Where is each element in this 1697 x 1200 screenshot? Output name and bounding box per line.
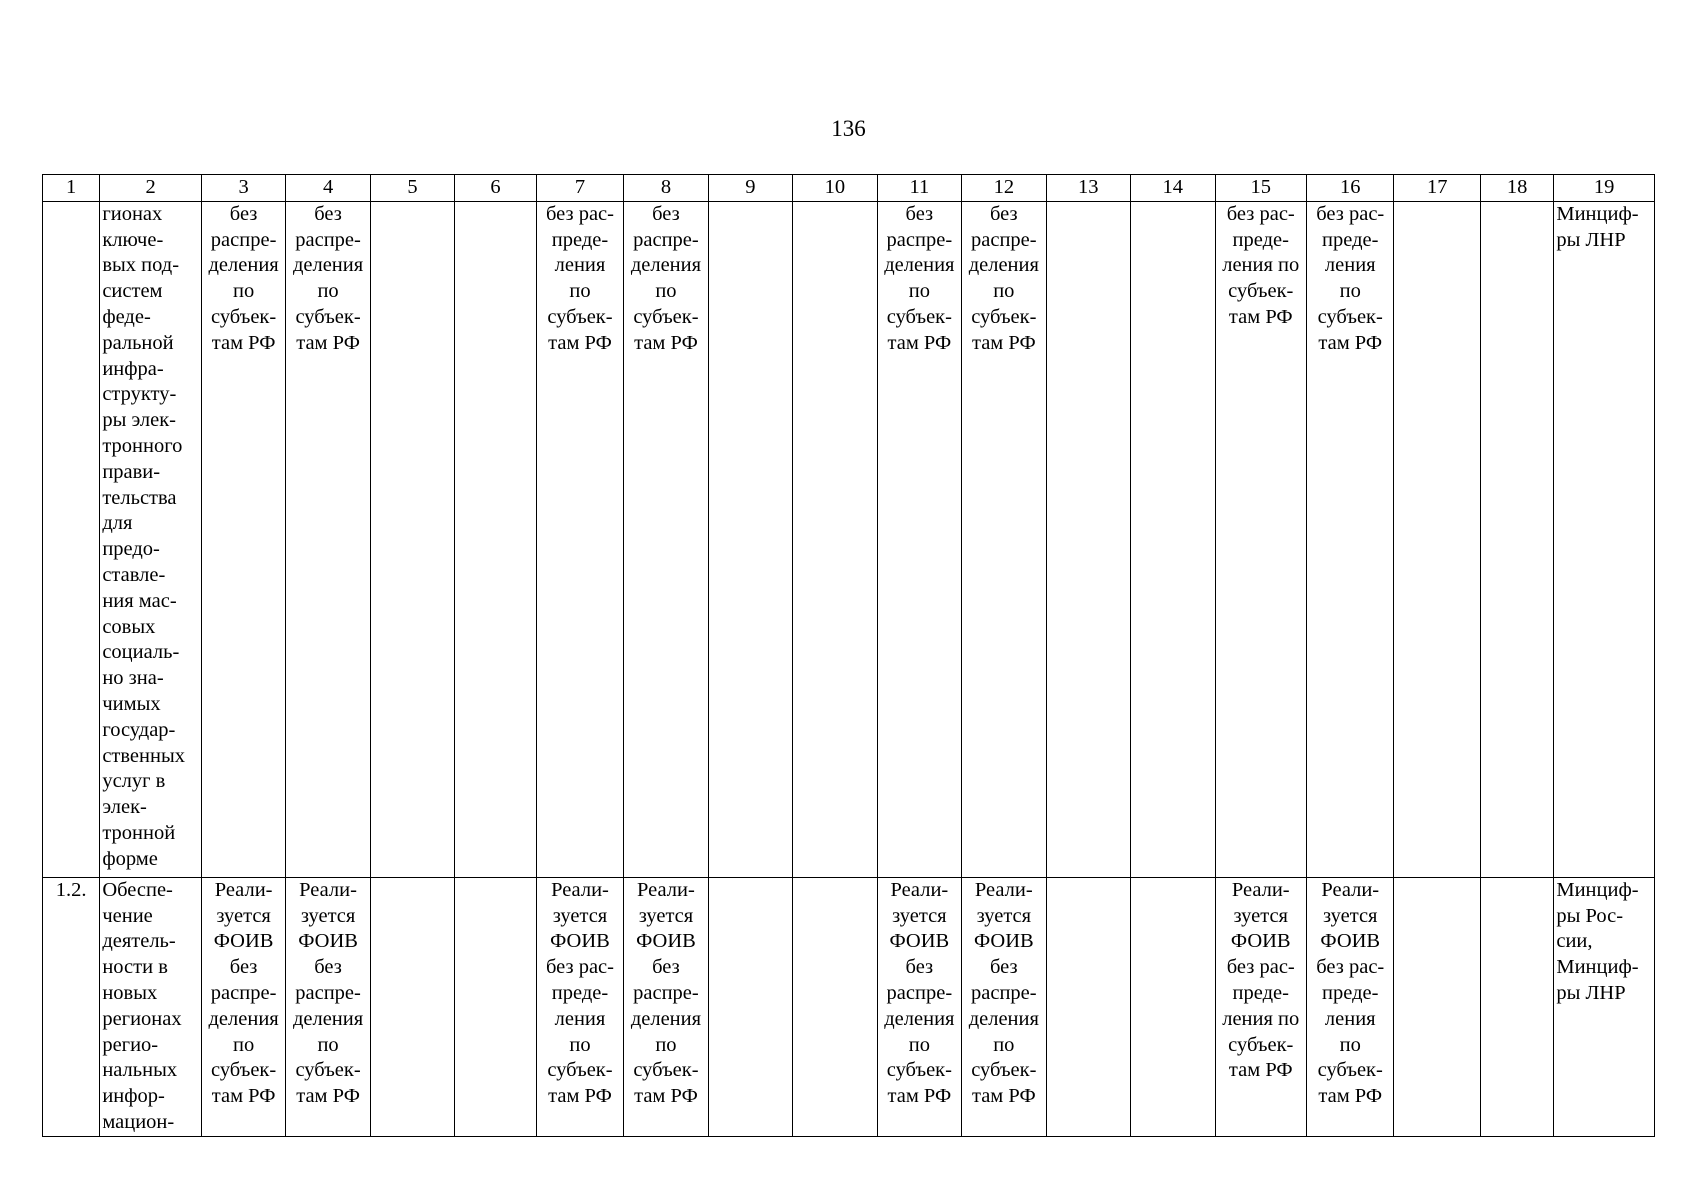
column-header-10: 10 (793, 175, 877, 202)
table-cell: Реали- зуется ФОИВ без распре- деления по субъек- там РФ (201, 877, 285, 1136)
column-header-2: 2 (100, 175, 202, 202)
table-cell-description: Обеспе- чение деятель- ности в новых регионах регио- нальных инфор- мацион- (100, 877, 202, 1136)
table-cell (708, 877, 792, 1136)
column-header-17: 17 (1394, 175, 1480, 202)
table-cell: без распре- деления по субъек- там РФ (201, 201, 285, 877)
column-number-row (43, 175, 1655, 202)
table-cell (793, 201, 877, 877)
table-cell: без рас- преде- ления по субъек- там РФ (1215, 201, 1307, 877)
table-cell: без распре- деления по субъек- там РФ (624, 201, 708, 877)
column-header-3: 3 (201, 175, 285, 202)
table-row (43, 877, 1655, 1136)
table-cell (1394, 877, 1480, 1136)
column-header-14: 14 (1131, 175, 1215, 202)
column-header-15: 15 (1215, 175, 1307, 202)
column-header-7: 7 (536, 175, 623, 202)
table-cell (708, 201, 792, 877)
table-cell-responsible: Минциф- ры Рос- сии, Минциф- ры ЛНР (1554, 877, 1655, 1136)
table-cell (370, 877, 454, 1136)
column-header-19: 19 (1554, 175, 1655, 202)
table-cell (1394, 201, 1480, 877)
table-cell-responsible: Минциф- ры ЛНР (1554, 201, 1655, 877)
table-cell: Реали- зуется ФОИВ без распре- деления по субъек- там РФ (877, 877, 961, 1136)
column-header-11: 11 (877, 175, 961, 202)
table-cell (1480, 201, 1553, 877)
page-number: 136 (831, 116, 866, 141)
table-cell (370, 201, 454, 877)
column-header-6: 6 (455, 175, 536, 202)
table-cell: Реали- зуется ФОИВ без распре- деления по субъек- там РФ (624, 877, 708, 1136)
table-cell: Реали- зуется ФОИВ без рас- преде- ления по субъек- там РФ (536, 877, 623, 1136)
table-cell (455, 877, 536, 1136)
table-cell (1046, 877, 1130, 1136)
table-cell: Реали- зуется ФОИВ без распре- деления по субъек- там РФ (286, 877, 370, 1136)
table-cell: без распре- деления по субъек- там РФ (877, 201, 961, 877)
table-cell: без распре- деления по субъек- там РФ (962, 201, 1046, 877)
table-cell (455, 201, 536, 877)
table-cell-number (43, 201, 100, 877)
table-cell: Реали- зуется ФОИВ без распре- деления по субъек- там РФ (962, 877, 1046, 1136)
column-header-1: 1 (43, 175, 100, 202)
table-cell: Реали- зуется ФОИВ без рас- преде- ления по субъек- там РФ (1307, 877, 1394, 1136)
column-header-4: 4 (286, 175, 370, 202)
table-cell: без рас- преде- ления по субъек- там РФ (536, 201, 623, 877)
column-header-12: 12 (962, 175, 1046, 202)
table-row (43, 201, 1655, 877)
table-cell (1131, 877, 1215, 1136)
table-cell (793, 877, 877, 1136)
column-header-18: 18 (1480, 175, 1553, 202)
table-cell (1480, 877, 1553, 1136)
table-cell-number: 1.2. (43, 877, 100, 1136)
table-cell: без распре- деления по субъек- там РФ (286, 201, 370, 877)
column-header-8: 8 (624, 175, 708, 202)
column-header-16: 16 (1307, 175, 1394, 202)
table-cell (1046, 201, 1130, 877)
column-header-9: 9 (708, 175, 792, 202)
table-cell: без рас- преде- ления по субъек- там РФ (1307, 201, 1394, 877)
table-cell-description: гионах ключе- вых под- систем феде- ральной инфра- структу- ры элек- тронного прави- тельства для предо- ставле- ния мас- совых социаль- но зна- чимых государ- ственных услуг в элек- тронной форме (100, 201, 202, 877)
column-header-13: 13 (1046, 175, 1130, 202)
column-header-5: 5 (370, 175, 454, 202)
table-cell: Реали- зуется ФОИВ без рас- преде- ления по субъек- там РФ (1215, 877, 1307, 1136)
table-cell (1131, 201, 1215, 877)
document-table (42, 174, 1655, 1137)
